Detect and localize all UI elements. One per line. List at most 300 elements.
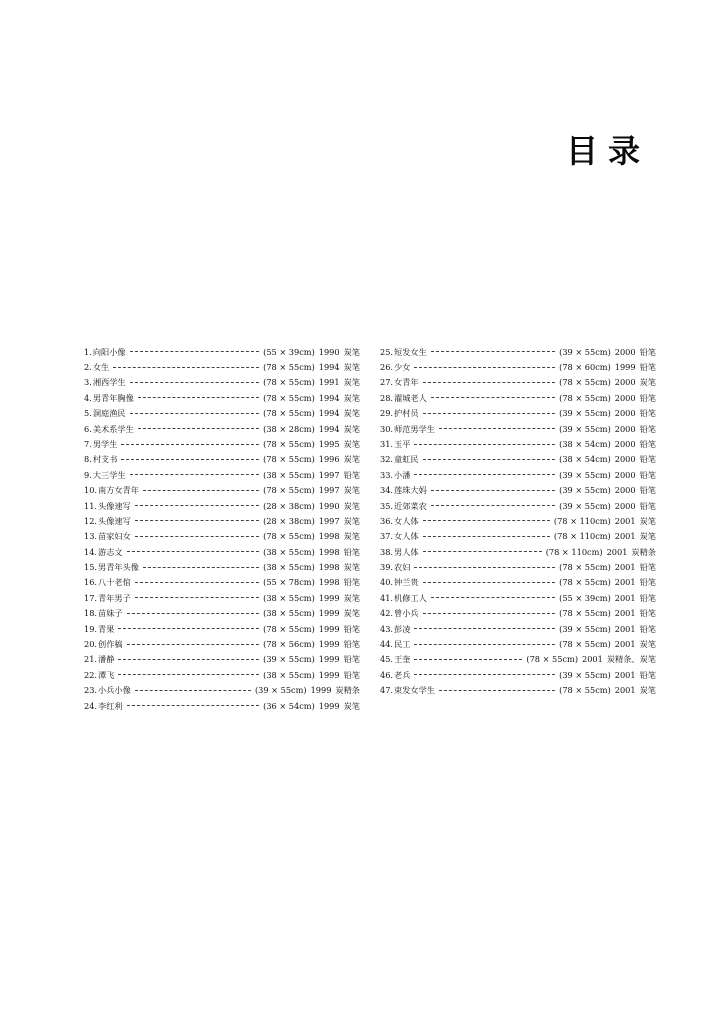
toc-entry bbox=[380, 652, 656, 667]
entry-number: 24. bbox=[84, 700, 98, 711]
entry-year: 1994 bbox=[318, 392, 340, 403]
dot-leader bbox=[135, 536, 259, 537]
entry-year: 2001 bbox=[614, 669, 636, 680]
entry-dimensions: (38 × 55cm) bbox=[263, 669, 315, 680]
entry-medium: 炭笔 bbox=[639, 639, 656, 650]
entry-number: 16. bbox=[84, 577, 98, 588]
entry-year: 1998 bbox=[318, 531, 340, 542]
entry-dimensions: (55 × 39cm) bbox=[263, 346, 315, 357]
entry-dimensions: (39 × 55cm) bbox=[559, 469, 611, 480]
entry-year: 2001 bbox=[606, 546, 628, 557]
dot-leader bbox=[423, 536, 550, 537]
entry-dimensions: (38 × 54cm) bbox=[559, 438, 611, 449]
entry-medium: 铅笔 bbox=[639, 438, 656, 449]
dot-leader bbox=[127, 551, 260, 552]
dot-leader bbox=[414, 567, 555, 568]
entry-number: 40. bbox=[380, 577, 394, 588]
entry-medium: 铅笔 bbox=[343, 639, 360, 650]
entry-title: 短发女生 bbox=[394, 346, 427, 357]
entry-number: 2. bbox=[84, 361, 92, 372]
entry-dimensions: (38 × 55cm) bbox=[263, 469, 315, 480]
dot-leader bbox=[121, 444, 259, 445]
entry-year: 2000 bbox=[614, 408, 636, 419]
dot-leader bbox=[431, 397, 555, 398]
entry-dimensions: (39 × 55cm) bbox=[559, 669, 611, 680]
entry-number: 9. bbox=[84, 469, 92, 480]
dot-leader bbox=[135, 582, 259, 583]
entry-number: 13. bbox=[84, 531, 98, 542]
toc-entry bbox=[84, 406, 360, 421]
entry-medium: 铅笔 bbox=[639, 454, 656, 465]
dot-leader bbox=[127, 613, 260, 614]
entry-title: 南方女青年 bbox=[98, 485, 139, 496]
entry-year: 2001 bbox=[614, 639, 636, 650]
entry-year: 1994 bbox=[318, 361, 340, 372]
entry-medium: 铅笔 bbox=[639, 577, 656, 588]
entry-year: 2000 bbox=[614, 438, 636, 449]
entry-year: 2000 bbox=[614, 377, 636, 388]
entry-title: 师范男学生 bbox=[394, 423, 435, 434]
entry-title: 青果 bbox=[98, 623, 115, 634]
entry-medium: 铅笔 bbox=[639, 485, 656, 496]
entry-year: 2000 bbox=[614, 500, 636, 511]
entry-dimensions: (78 × 55cm) bbox=[263, 377, 315, 388]
entry-title: 洞庭渔民 bbox=[92, 408, 126, 419]
entry-number: 45. bbox=[380, 654, 394, 665]
entry-title: 苗妹子 bbox=[98, 608, 123, 619]
entry-year: 1997 bbox=[318, 515, 340, 526]
toc-entry bbox=[84, 683, 360, 698]
entry-title: 女青年 bbox=[394, 377, 419, 388]
dot-leader bbox=[121, 459, 259, 460]
entry-year: 1999 bbox=[318, 669, 340, 680]
entry-medium: 铅笔 bbox=[639, 562, 656, 573]
dot-leader bbox=[127, 705, 260, 706]
dot-leader bbox=[431, 505, 555, 506]
entry-dimensions: (78 × 55cm) bbox=[263, 531, 315, 542]
dot-leader bbox=[423, 613, 556, 614]
entry-medium: 炭笔 bbox=[343, 438, 360, 449]
toc-entry bbox=[84, 544, 360, 559]
toc-entry bbox=[380, 406, 656, 421]
toc-entry bbox=[84, 436, 360, 451]
toc-entry bbox=[84, 559, 360, 574]
entry-dimensions: (55 × 78cm) bbox=[263, 577, 315, 588]
entry-year: 1990 bbox=[318, 346, 340, 357]
entry-number: 34. bbox=[380, 485, 394, 496]
entry-dimensions: (36 × 54cm) bbox=[263, 700, 315, 711]
entry-title: 彭凌 bbox=[394, 623, 411, 634]
dot-leader bbox=[414, 644, 555, 645]
entry-year: 1998 bbox=[318, 546, 340, 557]
entry-number: 19. bbox=[84, 623, 98, 634]
dot-leader bbox=[143, 567, 259, 568]
entry-dimensions: (55 × 39cm) bbox=[559, 592, 611, 603]
entry-year: 1999 bbox=[614, 361, 636, 372]
entry-number: 17. bbox=[84, 592, 98, 603]
entry-number: 35. bbox=[380, 500, 394, 511]
entry-medium: 炭笔 bbox=[343, 408, 360, 419]
entry-title: 湘西学生 bbox=[92, 377, 126, 388]
entry-year: 1999 bbox=[318, 639, 340, 650]
entry-number: 38. bbox=[380, 546, 394, 557]
dot-leader bbox=[414, 444, 555, 445]
entry-dimensions: (39 × 55cm) bbox=[559, 500, 611, 511]
toc-entry bbox=[84, 467, 360, 482]
entry-medium: 铅笔 bbox=[639, 392, 656, 403]
entry-number: 21. bbox=[84, 654, 98, 665]
toc-right-column bbox=[380, 344, 656, 698]
entry-year: 1994 bbox=[318, 408, 340, 419]
entry-number: 42. bbox=[380, 608, 394, 619]
entry-medium: 炭笔 bbox=[343, 346, 360, 357]
entry-medium: 炭笔 bbox=[343, 454, 360, 465]
toc-entry bbox=[380, 513, 656, 528]
entry-number: 39. bbox=[380, 562, 394, 573]
entry-medium: 炭笔 bbox=[343, 531, 360, 542]
entry-title: 莲珠大妈 bbox=[394, 485, 427, 496]
entry-medium: 炭笔 bbox=[343, 361, 360, 372]
entry-medium: 铅笔 bbox=[639, 346, 656, 357]
dot-leader bbox=[138, 397, 259, 398]
toc-entry bbox=[380, 375, 656, 390]
entry-title: 男学生 bbox=[92, 438, 118, 449]
dot-leader bbox=[414, 659, 522, 660]
entry-number: 3. bbox=[84, 377, 92, 388]
dot-leader bbox=[143, 490, 259, 491]
entry-year: 1998 bbox=[318, 562, 340, 573]
entry-year: 1999 bbox=[318, 608, 340, 619]
toc-entry bbox=[380, 452, 656, 467]
entry-number: 44. bbox=[380, 639, 394, 650]
entry-medium: 炭笔 bbox=[639, 377, 656, 388]
entry-dimensions: (39 × 55cm) bbox=[559, 408, 611, 419]
toc-entry bbox=[380, 421, 656, 436]
toc-entry bbox=[84, 652, 360, 667]
entry-number: 37. bbox=[380, 531, 394, 542]
entry-number: 43. bbox=[380, 623, 394, 634]
entry-year: 2000 bbox=[614, 454, 636, 465]
entry-title: 老兵 bbox=[394, 669, 411, 680]
dot-leader bbox=[414, 474, 555, 475]
entry-year: 1999 bbox=[318, 592, 340, 603]
toc-entry bbox=[380, 575, 656, 590]
dot-leader bbox=[130, 413, 260, 414]
entry-dimensions: (78 × 55cm) bbox=[526, 654, 579, 665]
entry-dimensions: (78 × 110cm) bbox=[553, 515, 611, 526]
entry-number: 14. bbox=[84, 546, 98, 557]
entry-number: 10. bbox=[84, 485, 98, 496]
entry-year: 2000 bbox=[614, 346, 636, 357]
entry-dimensions: (78 × 55cm) bbox=[263, 392, 315, 403]
entry-year: 2001 bbox=[614, 515, 636, 526]
entry-number: 25. bbox=[380, 346, 394, 357]
entry-title: 青年男子 bbox=[98, 592, 131, 603]
entry-dimensions: (78 × 55cm) bbox=[263, 438, 315, 449]
entry-dimensions: (39 × 55cm) bbox=[559, 485, 611, 496]
entry-medium: 铅笔 bbox=[639, 592, 656, 603]
toc-entry bbox=[380, 544, 656, 559]
dot-leader bbox=[431, 351, 555, 352]
entry-year: 1999 bbox=[318, 654, 340, 665]
entry-number: 47. bbox=[380, 685, 394, 696]
entry-title: 向阳小像 bbox=[92, 346, 126, 357]
entry-dimensions: (78 × 55cm) bbox=[263, 408, 315, 419]
toc-left-column bbox=[84, 344, 360, 713]
entry-title: 李红利 bbox=[98, 700, 123, 711]
dot-leader bbox=[439, 428, 555, 429]
entry-dimensions: (78 × 55cm) bbox=[559, 562, 611, 573]
entry-medium: 炭笔 bbox=[343, 500, 360, 511]
entry-dimensions: (38 × 55cm) bbox=[263, 608, 315, 619]
entry-title: 护村员 bbox=[394, 408, 419, 419]
entry-dimensions: (78 × 55cm) bbox=[559, 685, 611, 696]
dot-leader bbox=[135, 597, 259, 598]
entry-dimensions: (78 × 55cm) bbox=[263, 454, 315, 465]
entry-dimensions: (39 × 55cm) bbox=[559, 423, 611, 434]
toc-entry bbox=[380, 529, 656, 544]
entry-title: 潭飞 bbox=[98, 669, 115, 680]
dot-leader bbox=[423, 382, 556, 383]
dot-leader bbox=[414, 367, 555, 368]
entry-medium: 炭笔 bbox=[639, 515, 656, 526]
toc-entry bbox=[84, 606, 360, 621]
entry-medium: 铅笔 bbox=[343, 577, 360, 588]
entry-year: 2001 bbox=[614, 685, 636, 696]
entry-dimensions: (28 × 38cm) bbox=[263, 515, 315, 526]
entry-dimensions: (38 × 55cm) bbox=[263, 562, 315, 573]
dot-leader bbox=[423, 582, 556, 583]
entry-title: 濯城老人 bbox=[394, 392, 427, 403]
toc-entry bbox=[380, 667, 656, 682]
entry-title: 男青年胸像 bbox=[92, 392, 134, 403]
dot-leader bbox=[414, 628, 555, 629]
entry-medium: 铅笔 bbox=[343, 469, 360, 480]
entry-year: 2000 bbox=[614, 392, 636, 403]
entry-number: 8. bbox=[84, 454, 92, 465]
entry-medium: 炭笔 bbox=[343, 592, 360, 603]
entry-year: 1998 bbox=[318, 577, 340, 588]
toc-entry bbox=[380, 621, 656, 636]
entry-medium: 炭笔 bbox=[343, 423, 360, 434]
entry-title: 农妇 bbox=[394, 562, 411, 573]
entry-title: 少女 bbox=[394, 361, 411, 372]
toc-entry bbox=[84, 375, 360, 390]
entry-title: 大三学生 bbox=[92, 469, 126, 480]
entry-title: 近郊菜农 bbox=[394, 500, 427, 511]
entry-year: 2001 bbox=[614, 608, 636, 619]
entry-title: 束发女学生 bbox=[394, 685, 435, 696]
toc-entry bbox=[84, 575, 360, 590]
toc-entry bbox=[380, 359, 656, 374]
entry-medium: 炭笔 bbox=[343, 377, 360, 388]
entry-title: 曾小兵 bbox=[394, 608, 419, 619]
entry-title: 女人体 bbox=[394, 531, 419, 542]
entry-medium: 铅笔 bbox=[639, 361, 656, 372]
entry-medium: 铅笔 bbox=[639, 608, 656, 619]
entry-title: 机修工人 bbox=[394, 592, 427, 603]
entry-title: 潘静 bbox=[98, 654, 115, 665]
toc-entry bbox=[84, 498, 360, 513]
entry-medium: 铅笔 bbox=[343, 669, 360, 680]
entry-dimensions: (39 × 55cm) bbox=[559, 346, 611, 357]
entry-medium: 铅笔 bbox=[639, 423, 656, 434]
toc-entry bbox=[380, 498, 656, 513]
toc-entry bbox=[380, 467, 656, 482]
toc-entry bbox=[380, 483, 656, 498]
entry-year: 1990 bbox=[318, 500, 340, 511]
entry-title: 美术系学生 bbox=[92, 423, 134, 434]
toc-entry bbox=[84, 621, 360, 636]
entry-number: 27. bbox=[380, 377, 394, 388]
entry-dimensions: (38 × 28cm) bbox=[263, 423, 315, 434]
entry-number: 4. bbox=[84, 392, 92, 403]
entry-dimensions: (78 × 55cm) bbox=[559, 377, 611, 388]
toc-entry bbox=[84, 667, 360, 682]
entry-medium: 炭笔 bbox=[343, 700, 360, 711]
entry-number: 20. bbox=[84, 639, 98, 650]
page-title: 目录 bbox=[566, 132, 651, 170]
toc-entry bbox=[84, 636, 360, 651]
entry-number: 30. bbox=[380, 423, 394, 434]
entry-number: 29. bbox=[380, 408, 394, 419]
entry-medium: 铅笔 bbox=[639, 469, 656, 480]
entry-title: 头像速写 bbox=[98, 500, 131, 511]
entry-year: 1999 bbox=[318, 623, 340, 634]
dot-leader bbox=[127, 644, 260, 645]
dot-leader bbox=[423, 520, 550, 521]
entry-title: 游志文 bbox=[98, 546, 123, 557]
entry-dimensions: (78 × 110cm) bbox=[545, 546, 603, 557]
dot-leader bbox=[135, 690, 251, 691]
entry-dimensions: (39 × 55cm) bbox=[254, 685, 307, 696]
entry-title: 苗家妇女 bbox=[98, 531, 131, 542]
entry-year: 1999 bbox=[310, 685, 332, 696]
toc-entry bbox=[84, 359, 360, 374]
entry-year: 2001 bbox=[614, 562, 636, 573]
entry-title: 头像速写 bbox=[98, 515, 131, 526]
entry-year: 1997 bbox=[318, 469, 340, 480]
entry-year: 1991 bbox=[318, 377, 340, 388]
entry-dimensions: (78 × 60cm) bbox=[559, 361, 611, 372]
entry-dimensions: (39 × 55cm) bbox=[263, 654, 315, 665]
entry-year: 2001 bbox=[614, 592, 636, 603]
toc-entry bbox=[380, 590, 656, 605]
entry-dimensions: (78 × 55cm) bbox=[263, 485, 315, 496]
entry-number: 6. bbox=[84, 423, 92, 434]
entry-year: 1996 bbox=[318, 454, 340, 465]
entry-year: 2000 bbox=[614, 423, 636, 434]
entry-number: 22. bbox=[84, 669, 98, 680]
dot-leader bbox=[414, 674, 555, 675]
entry-dimensions: (39 × 55cm) bbox=[559, 623, 611, 634]
dot-leader bbox=[130, 382, 260, 383]
dot-leader bbox=[439, 690, 555, 691]
entry-medium: 炭笔 bbox=[343, 392, 360, 403]
entry-number: 18. bbox=[84, 608, 98, 619]
entry-title: 男青年头像 bbox=[98, 562, 139, 573]
dot-leader bbox=[431, 490, 555, 491]
entry-medium: 炭笔 bbox=[639, 685, 656, 696]
dot-leader bbox=[118, 628, 259, 629]
entry-number: 33. bbox=[380, 469, 394, 480]
entry-dimensions: (38 × 54cm) bbox=[559, 454, 611, 465]
entry-dimensions: (78 × 55cm) bbox=[559, 577, 611, 588]
entry-year: 2000 bbox=[614, 469, 636, 480]
entry-title: 王奎 bbox=[394, 654, 411, 665]
entry-year: 2000 bbox=[614, 485, 636, 496]
entry-medium: 铅笔 bbox=[639, 623, 656, 634]
entry-title: 玉平 bbox=[394, 438, 411, 449]
entry-year: 1999 bbox=[318, 700, 340, 711]
dot-leader bbox=[113, 367, 259, 368]
entry-number: 31. bbox=[380, 438, 394, 449]
entry-title: 小潘 bbox=[394, 469, 411, 480]
toc-entry bbox=[380, 606, 656, 621]
entry-medium: 炭笔 bbox=[343, 608, 360, 619]
entry-medium: 炭笔 bbox=[343, 515, 360, 526]
entry-medium: 铅笔 bbox=[343, 623, 360, 634]
entry-dimensions: (78 × 55cm) bbox=[559, 639, 611, 650]
entry-year: 1995 bbox=[318, 438, 340, 449]
entry-title: 钟兰贵 bbox=[394, 577, 419, 588]
entry-number: 12. bbox=[84, 515, 98, 526]
entry-number: 41. bbox=[380, 592, 394, 603]
dot-leader bbox=[423, 413, 556, 414]
entry-number: 11. bbox=[84, 500, 98, 511]
entry-year: 2001 bbox=[614, 623, 636, 634]
entry-dimensions: (38 × 55cm) bbox=[263, 592, 315, 603]
toc-entry bbox=[84, 452, 360, 467]
entry-title: 八十老倌 bbox=[98, 577, 131, 588]
toc-entry bbox=[84, 698, 360, 713]
toc-entry bbox=[380, 390, 656, 405]
entry-year: 2001 bbox=[614, 531, 636, 542]
entry-number: 28. bbox=[380, 392, 394, 403]
entry-number: 46. bbox=[380, 669, 394, 680]
toc-entry bbox=[84, 390, 360, 405]
toc-entry bbox=[380, 636, 656, 651]
entry-number: 1. bbox=[84, 346, 92, 357]
entry-number: 7. bbox=[84, 438, 92, 449]
dot-leader bbox=[118, 659, 259, 660]
toc-entry bbox=[380, 436, 656, 451]
entry-number: 26. bbox=[380, 361, 394, 372]
entry-title: 小兵小像 bbox=[98, 685, 131, 696]
entry-medium: 炭笔 bbox=[639, 531, 656, 542]
dot-leader bbox=[138, 428, 259, 429]
entry-title: 男人体 bbox=[394, 546, 419, 557]
dot-leader bbox=[431, 597, 555, 598]
entry-medium: 铅笔 bbox=[343, 654, 360, 665]
entry-dimensions: (78 × 110cm) bbox=[553, 531, 611, 542]
entry-year: 2001 bbox=[614, 577, 636, 588]
dot-leader bbox=[135, 520, 259, 521]
dot-leader bbox=[118, 674, 259, 675]
toc-entry bbox=[380, 683, 656, 698]
toc-entry bbox=[84, 529, 360, 544]
entry-medium: 铅笔 bbox=[639, 500, 656, 511]
entry-medium: 炭精条、炭笔 bbox=[606, 654, 656, 665]
entry-number: 36. bbox=[380, 515, 394, 526]
dot-leader bbox=[423, 551, 542, 552]
entry-title: 村支书 bbox=[92, 454, 118, 465]
entry-dimensions: (38 × 55cm) bbox=[263, 546, 315, 557]
entry-title: 民工 bbox=[394, 639, 411, 650]
toc-entry bbox=[84, 344, 360, 359]
entry-dimensions: (78 × 55cm) bbox=[263, 361, 315, 372]
entry-title: 女人体 bbox=[394, 515, 419, 526]
